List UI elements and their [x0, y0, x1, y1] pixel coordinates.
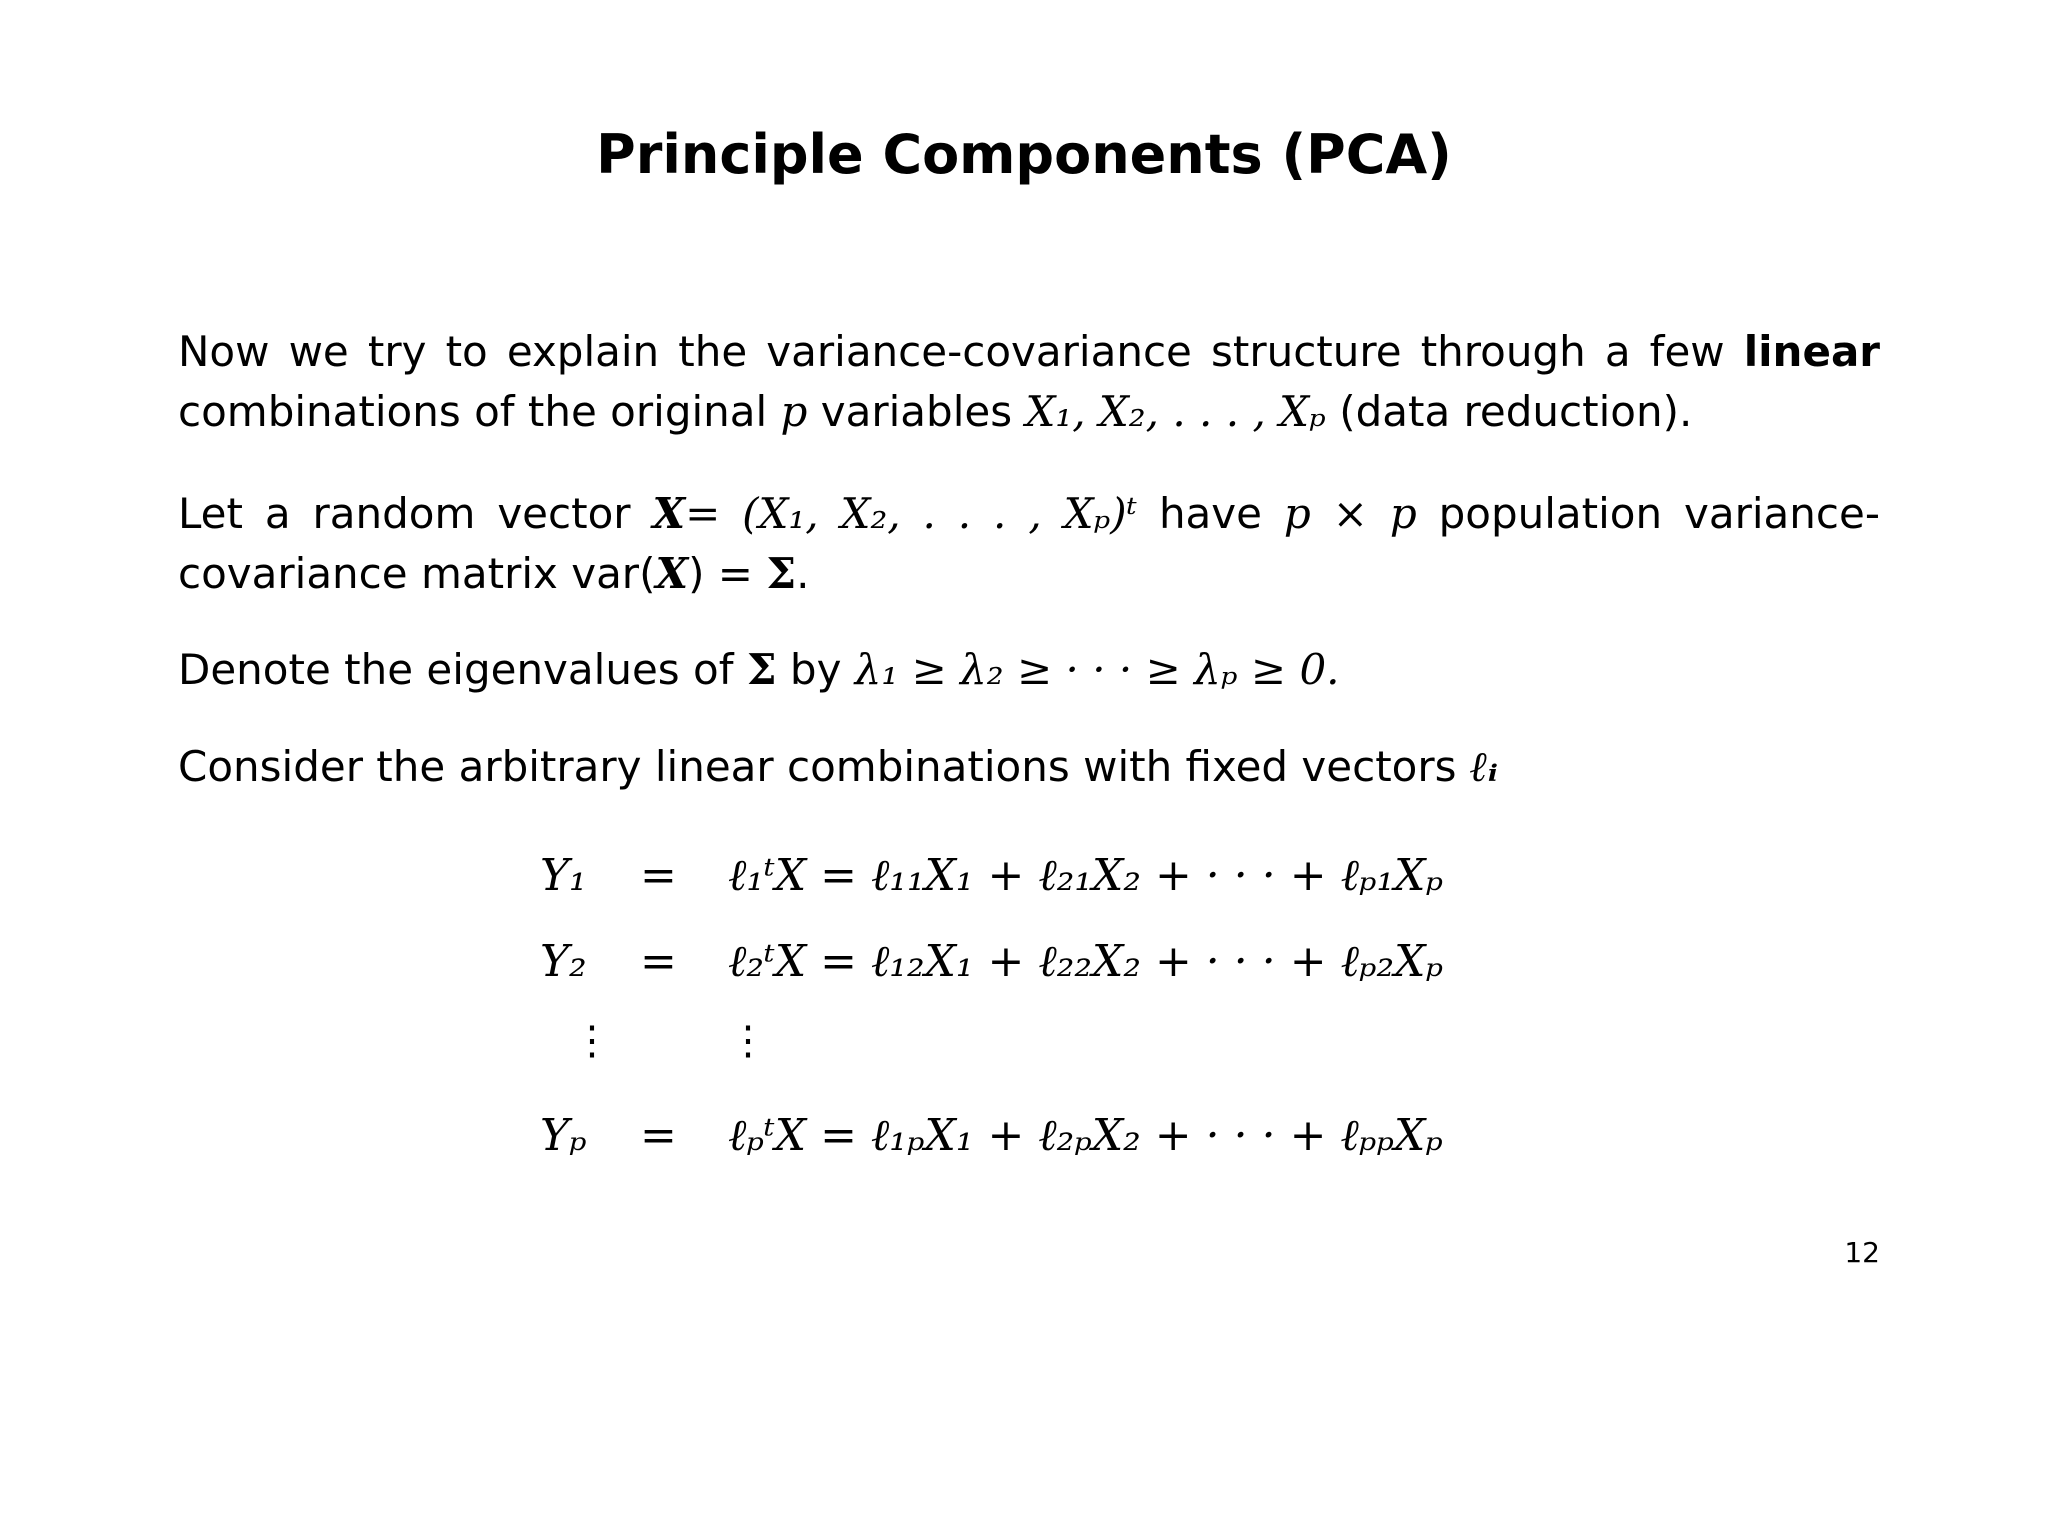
- equation-rhs: ℓ₁ᵗX = ℓ₁₁X₁ + ℓ₂₁X₂ + · · · + ℓₚ₁Xₚ: [728, 850, 1444, 901]
- equation-lhs: Y₁: [540, 850, 587, 901]
- equation-ellipsis-row: [0, 1018, 2048, 1078]
- equation-sign: =: [640, 850, 677, 901]
- equation-row-2: [0, 936, 2048, 996]
- p2-dim: p × p: [1283, 489, 1417, 538]
- p3-text-b: by: [789, 645, 842, 694]
- p3-sigma: Σ: [746, 645, 777, 694]
- equation-row-p: [0, 1110, 2048, 1170]
- vertical-ellipsis-lhs: ⋮: [572, 1018, 612, 1064]
- p4-ell-i: ℓᵢ: [1469, 742, 1498, 791]
- paragraph-random-vector: [178, 484, 1880, 604]
- equation-lhs: Yₚ: [540, 1110, 587, 1161]
- paragraph-data-reduction: [178, 322, 1880, 442]
- p4-text-a: Consider the arbitrary linear combinations with fixed vectors: [178, 742, 1457, 791]
- p2-vector-x: X: [652, 489, 686, 538]
- equation-lhs: Y₂: [540, 936, 587, 987]
- equation-row-1: [0, 850, 2048, 910]
- p2-period: .: [796, 549, 810, 598]
- page-number: 12: [1844, 1236, 1880, 1269]
- p1-x-list: X₁, X₂, . . . , Xₚ: [1025, 387, 1326, 436]
- equation-sign: =: [640, 936, 677, 987]
- vertical-ellipsis-rhs: ⋮: [728, 1018, 768, 1064]
- p1-text-d: (data reduction).: [1339, 387, 1693, 436]
- p1-var-p: p: [780, 387, 808, 436]
- paragraph-eigenvalues: [178, 640, 1880, 700]
- p2-text-d: ) =: [688, 549, 753, 598]
- p1-text-b: combinations of the original: [178, 387, 768, 436]
- p2-eq-rhs: = (X₁, X₂, . . . , Xₚ)ᵗ: [685, 489, 1138, 538]
- equation-sign: =: [640, 1110, 677, 1161]
- p1-bold-linear: linear: [1743, 327, 1880, 376]
- p1-text-a: Now we try to explain the variance-covariance structure through a few: [178, 327, 1725, 376]
- p2-sigma: Σ: [766, 549, 797, 598]
- slide-title: Principle Components (PCA): [596, 123, 1452, 186]
- paragraph-linear-combinations: [178, 737, 1880, 797]
- p2-text-c: population variance-covariance matrix var(: [178, 489, 1880, 598]
- p2-text-b: have: [1158, 489, 1262, 538]
- p3-inequality: λ₁ ≥ λ₂ ≥ · · · ≥ λₚ ≥ 0.: [854, 645, 1340, 694]
- p2-vector-x-2: X: [655, 549, 689, 598]
- p1-text-c: variables: [820, 387, 1013, 436]
- p2-text-a: Let a random vector: [178, 489, 631, 538]
- equation-rhs: ℓₚᵗX = ℓ₁ₚX₁ + ℓ₂ₚX₂ + · · · + ℓₚₚXₚ: [728, 1110, 1443, 1161]
- p3-text-a: Denote the eigenvalues of: [178, 645, 734, 694]
- equation-rhs: ℓ₂ᵗX = ℓ₁₂X₁ + ℓ₂₂X₂ + · · · + ℓₚ₂Xₚ: [728, 936, 1444, 987]
